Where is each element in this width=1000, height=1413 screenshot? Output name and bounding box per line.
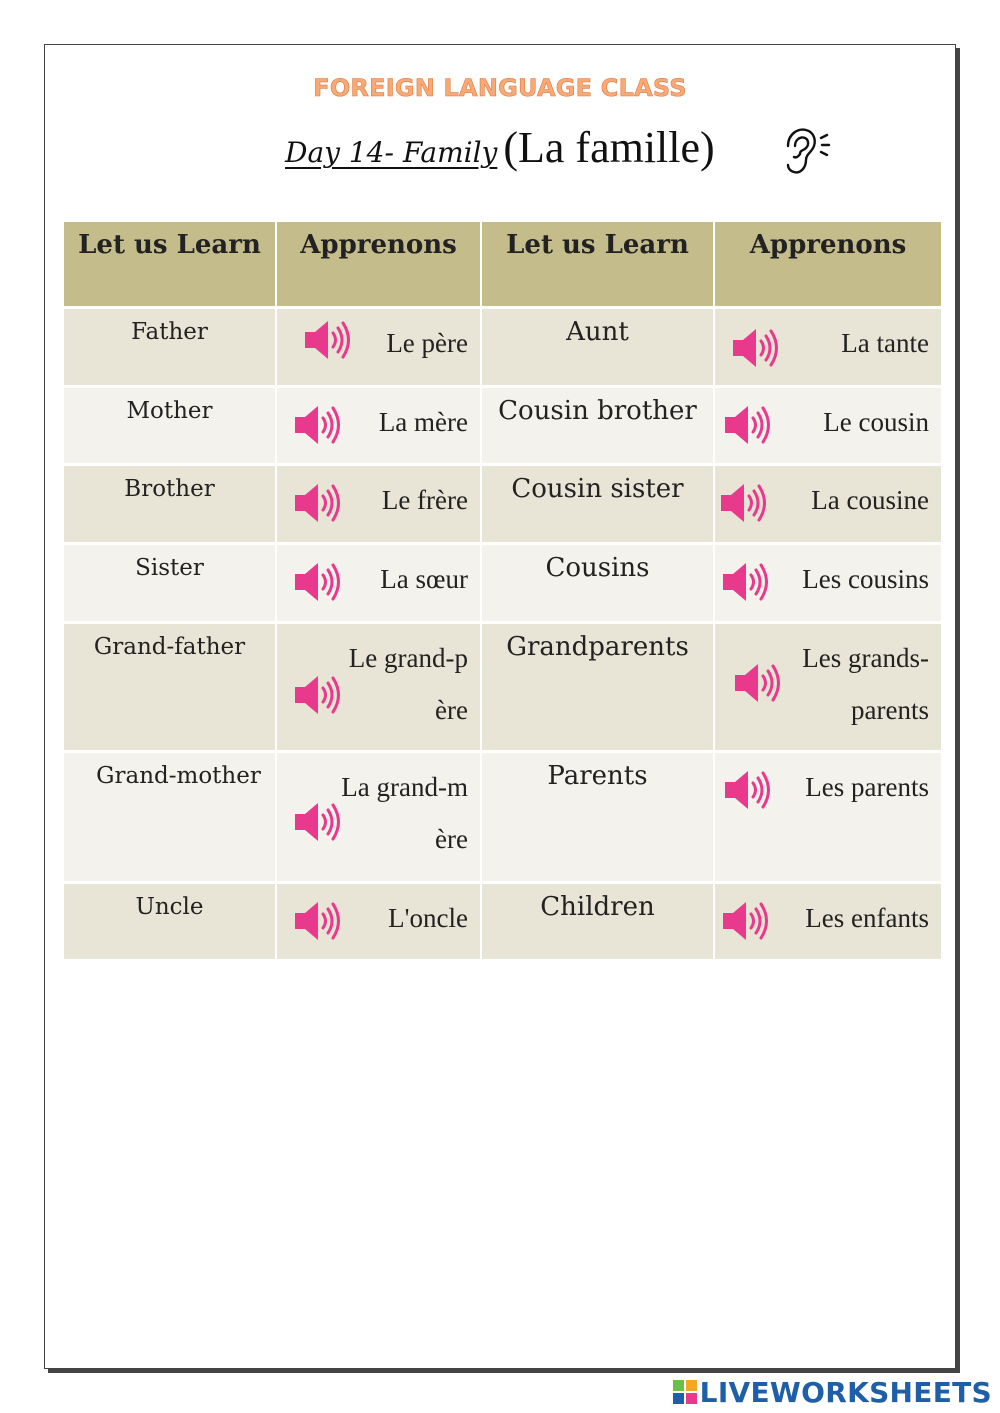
english-word: Grandparents (481, 623, 714, 752)
english-word: Parents (481, 752, 714, 883)
speaker-icon[interactable] (729, 325, 781, 371)
header-let-us-learn-1: Let us Learn (63, 222, 276, 308)
speaker-icon[interactable] (719, 898, 771, 944)
english-word: Children (481, 883, 714, 961)
english-word: Brother (63, 465, 276, 544)
french-cell (714, 387, 942, 465)
french-cell (714, 544, 942, 623)
speaker-icon[interactable] (291, 480, 343, 526)
french-word: La sœur (380, 564, 468, 594)
english-word: Sister (63, 544, 276, 623)
french-cell (714, 623, 942, 752)
day-title: Day 14- Family (285, 136, 498, 169)
table-row (63, 544, 942, 623)
liveworksheets-logo (673, 1377, 992, 1407)
english-word: Cousin sister (481, 465, 714, 544)
english-word: Mother (63, 387, 276, 465)
french-cell (276, 465, 481, 544)
english-word: Uncle (63, 883, 276, 961)
french-word: Le grand-père (348, 643, 468, 725)
french-cell (276, 387, 481, 465)
french-word: Les enfants (805, 903, 929, 933)
french-cell (276, 883, 481, 961)
english-word: Aunt (481, 308, 714, 387)
table-row (63, 387, 942, 465)
table-row (63, 623, 942, 752)
table-row (63, 465, 942, 544)
french-cell (714, 308, 942, 387)
french-cell (714, 752, 942, 883)
french-word: La mère (378, 407, 468, 437)
speaker-icon[interactable] (301, 317, 353, 363)
speaker-icon[interactable] (721, 402, 773, 448)
french-cell (276, 752, 481, 883)
table-row (63, 308, 942, 387)
english-word: Father (63, 308, 276, 387)
lesson-title (285, 122, 715, 182)
english-word: Grand-mother (63, 752, 276, 883)
french-cell (276, 544, 481, 623)
speaker-icon[interactable] (291, 559, 343, 605)
french-word: Les parents (805, 772, 929, 802)
speaker-icon[interactable] (719, 559, 771, 605)
speaker-icon[interactable] (717, 480, 769, 526)
english-word: Cousin brother (481, 387, 714, 465)
french-word: Le frère (381, 485, 468, 515)
class-title: FOREIGN LANGUAGE CLASS (313, 74, 687, 102)
ear-icon[interactable] (778, 124, 834, 180)
speaker-icon[interactable] (721, 767, 773, 813)
french-word: L'oncle (388, 903, 468, 933)
header-apprenons-2: Apprenons (714, 222, 942, 308)
speaker-icon[interactable] (291, 402, 343, 448)
english-word: Grand-father (63, 623, 276, 752)
header-apprenons-1: Apprenons (276, 222, 481, 308)
french-word: La cousine (811, 485, 929, 515)
logo-text: LIVEWORKSHEETS (699, 1375, 992, 1409)
speaker-icon[interactable] (291, 672, 343, 718)
table-row (63, 883, 942, 961)
french-cell (276, 623, 481, 752)
french-word: La tante (841, 328, 929, 358)
famille-title: (La famille) (503, 123, 715, 172)
speaker-icon[interactable] (291, 898, 343, 944)
french-cell (276, 308, 481, 387)
french-cell (714, 465, 942, 544)
french-word: Le cousin (823, 407, 929, 437)
french-word: La grand-mère (341, 772, 468, 854)
speaker-icon[interactable] (291, 799, 343, 845)
logo-mark-icon (673, 1380, 697, 1404)
french-word: Les grands-parents (802, 643, 929, 725)
french-word: Le père (386, 328, 468, 358)
french-word: Les cousins (802, 564, 929, 594)
header-let-us-learn-2: Let us Learn (481, 222, 714, 308)
table-row (63, 752, 942, 883)
english-word: Cousins (481, 544, 714, 623)
french-cell (714, 883, 942, 961)
vocab-table (62, 222, 943, 962)
